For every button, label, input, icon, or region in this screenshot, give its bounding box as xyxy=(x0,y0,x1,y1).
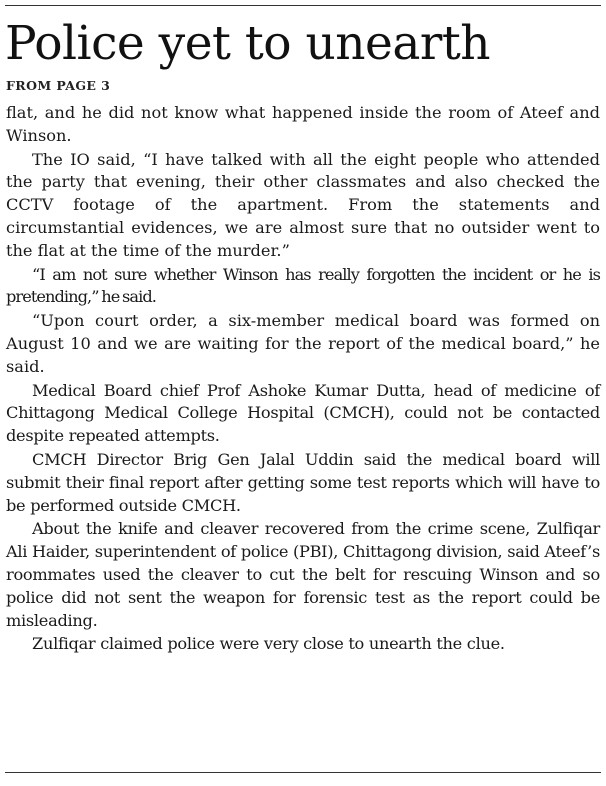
paragraph-cmch-director: CMCH Director Brig Gen Jalal Uddin said the medical board will submit their final report after getting some test reports which will have to be performed outside CMCH. xyxy=(6,449,600,515)
paragraph-medical-board-formed: “Upon court order, a six-member medical board was formed on August 10 and we are waiting for the report of the medical board,” he said. xyxy=(6,311,600,376)
paragraph-continuation: flat, and he did not know what happened inside the room of Ateef and Winson. xyxy=(6,103,600,145)
bottom-rule xyxy=(5,772,601,773)
top-rule xyxy=(5,5,601,6)
headline: Police yet to unearth xyxy=(5,16,490,71)
article-body xyxy=(6,102,600,656)
jump-label: FROM PAGE 3 xyxy=(6,78,111,93)
paragraph-board-chief: Medical Board chief Prof Ashoke Kumar Dutta, head of medicine of Chittagong Medical College Hospital (CMCH), could not be contacted despite repeated attempts. xyxy=(6,380,600,446)
paragraph-io-statement: The IO said, “I have talked with all the eight people who attended the party that evening, their other classmates and also checked the CCTV footage of the apartment. From the statements and circumstantial evidences, we are almost sure that no outsider went to the flat at the time of the murder.” xyxy=(6,149,600,260)
paragraph-winson-quote: “I am not sure whether Winson has really forgotten the incident or he is pretending,” he said. xyxy=(6,264,600,307)
paragraph-closing: Zulfiqar claimed police were very close to unearth the clue. xyxy=(32,634,505,654)
paragraph-knife-cleaver: About the knife and cleaver recovered from the crime scene, Zulfiqar Ali Haider, superintendent of police (PBI), Chittagong division, said Ateef’s roommates used the cleaver to cut the belt for rescuing Winson and so police did not sent the weapon for forensic test as the report could be misleading. xyxy=(6,519,600,630)
